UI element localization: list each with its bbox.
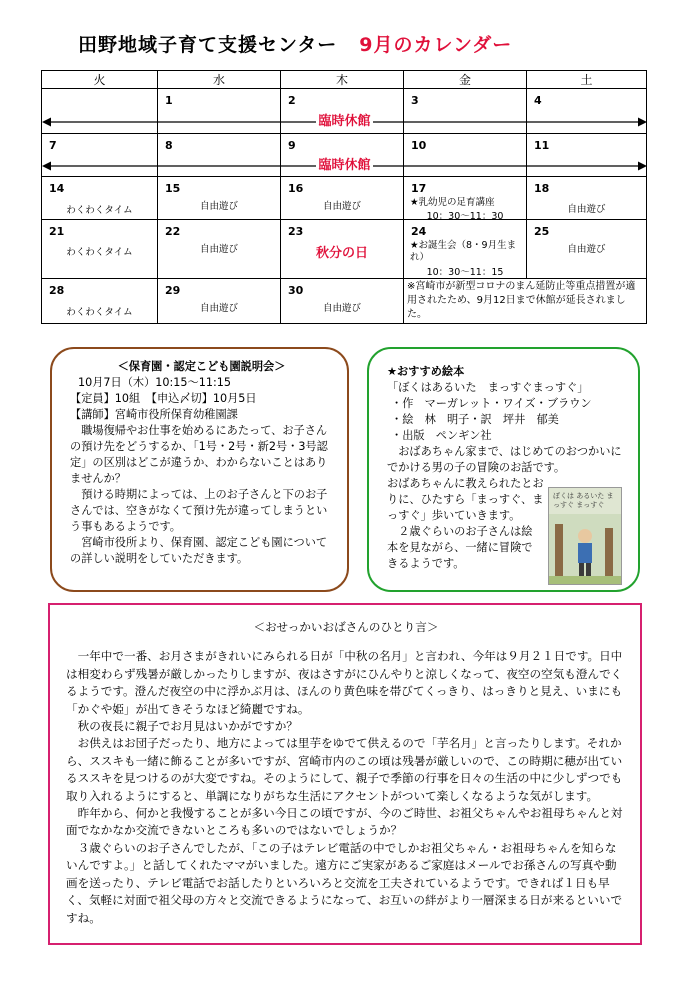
column-paragraph: ３歳ぐらいのお子さんでしたが、「この子はテレビ電話の中でしかお祖父ちゃん・お祖母ちゃんを知らないんですよ。」と話してくれたママがいました。遠方にご実家があるご家庭はメールでお孫さんの写真や動画を送ったり、テレビ電話でお話したりといろいろと交流を工夫されているようです。できれば１日も早く、気軽に対面で祖父母の方々と交流できるようになって、お互いの絆がより一層深まる日が来るといいですね。 — [66, 840, 623, 925]
book-author: ・作 マーガレット・ワイズ・ブラウン — [391, 397, 592, 410]
weekday-header-row — [42, 71, 647, 89]
book-publisher: ・出版 ペンギン社 — [391, 429, 492, 442]
day-number: 24 — [411, 225, 427, 238]
holiday-label: 秋分の日 — [315, 246, 368, 261]
page-title — [78, 30, 512, 57]
day-number: 29 — [165, 284, 181, 297]
activity-label: 自由遊び — [567, 244, 606, 255]
weekday-thu: 木 — [281, 71, 404, 89]
column-paragraph: 昨年から、何かと我慢することが多い今日この頃ですが、今のご時世、お祖父ちゃんやお祖母ちゃんと対面でなかなか交流できないところも多いのではないでしょうか？ — [66, 806, 623, 838]
day-number: 9 — [288, 139, 296, 152]
week-row-4 — [42, 220, 647, 279]
activity-label: わくわくタイム — [66, 247, 133, 258]
event-time: 10：30～11：15 — [426, 267, 504, 278]
day-cell — [404, 89, 527, 134]
closure-note: ※宮崎市が新型コロナのまん延防止等重点措置が適用されたため、9月12日まで休館が延長されました。 — [407, 281, 636, 320]
book-title: 「ぼくはあるいた まっすぐまっすぐ」 — [387, 381, 589, 394]
week-row-3 — [42, 177, 647, 220]
day-cell — [42, 220, 158, 279]
book-illustrator: ・絵 林 明子・訳 坪井 郁美 — [391, 413, 559, 426]
center-name: 田野地域子育て支援センター — [78, 34, 338, 56]
activity-label: 自由遊び — [199, 244, 238, 255]
day-number: 23 — [288, 225, 304, 238]
info-session-box — [50, 347, 349, 592]
day-number: 3 — [411, 94, 419, 107]
activity-label: 自由遊び — [199, 201, 238, 212]
day-cell — [281, 89, 404, 134]
info-paragraph: 職場復帰やお仕事を始めるにあたって、お子さんの預け先をどうするか、「1号・2号・新2号・3号認定」の区別はどこが違うか、わからないことはありませんか？ — [70, 424, 328, 485]
weekday-wed: 水 — [158, 71, 281, 89]
info-paragraph: 宮崎市役所より、保育園、認定こども園についての詳しい説明をしていただきます。 — [70, 536, 328, 565]
day-number: 25 — [534, 225, 550, 238]
activity-label: わくわくタイム — [66, 205, 133, 216]
day-number: 30 — [288, 284, 304, 297]
activity-label: 自由遊び — [199, 303, 238, 314]
weekday-tue: 火 — [42, 71, 158, 89]
day-cell — [281, 220, 404, 279]
book-heading: ★おすすめ絵本 — [387, 365, 465, 378]
day-cell — [527, 134, 647, 177]
day-number: 4 — [534, 94, 542, 107]
weekday-fri: 金 — [404, 71, 527, 89]
day-number: 2 — [288, 94, 296, 107]
info-date: 10月7日（木）10:15～11:15 — [78, 376, 231, 389]
event-title: ★お誕生会（8・9月生まれ） — [410, 240, 517, 263]
activity-label: 自由遊び — [322, 303, 361, 314]
column-title: ＜おせっかいおばさんのひとり言＞ — [253, 620, 439, 634]
book-cover-image — [548, 487, 622, 585]
day-number: 16 — [288, 182, 304, 195]
day-number: 1 — [165, 94, 173, 107]
day-cell — [158, 279, 281, 324]
info-paragraph: 預ける時期によっては、上のお子さんと下のお子さんでは、空きがなくて預け先が違ってしまうという事もあるようです。 — [70, 488, 328, 533]
day-number: 18 — [534, 182, 550, 195]
info-title: ＜保育園・認定こども園説明会＞ — [117, 360, 286, 373]
day-number: 8 — [165, 139, 173, 152]
day-cell — [527, 89, 647, 134]
column-paragraph: 秋の夜長に親子でお月見はいかがですか？ — [77, 719, 298, 734]
calendar-title: 9月のカレンダー — [359, 34, 513, 56]
weekday-sat: 土 — [527, 71, 647, 89]
activity-label: わくわくタイム — [66, 307, 133, 318]
day-cell — [527, 220, 647, 279]
column-paragraph: 一年中で一番、お月さまがきれいにみられる日が「中秋の名月」と言われ、今年は９月２１日です。日中は相変わらず残暑が厳しかったりしますが、夜はさすがにひんやりと涼しくなって、夜空の空気も澄んでくるようです。澄んだ夜空の中に浮かぶ月は、ほんのり黄色味を帯びてくっきり、はっきりと見え、いまにも「かぐや姫」が出てきそうなほど綺麗ですね。 — [66, 649, 623, 716]
day-cell — [527, 177, 647, 220]
day-number: 21 — [49, 225, 65, 238]
book-illustration-icon — [549, 514, 621, 584]
day-cell — [42, 89, 158, 134]
day-cell — [158, 220, 281, 279]
column-paragraph: お供えはお団子だったり、地方によっては里芋をゆでて供えるので「芋名月」と言ったりします。それから、ススキも一緒に飾ることが多いですが、宮崎市内のこの頃は残暑が厳しいので、この時期に穂が出ているススキを見つけるのが大変ですね。そのようにして、親子で季節の行事を日々の生活の中に少しずつでも取り入れるようにすると、単調になりがちな生活にアクセントがついて楽しくなるような気がします。 — [66, 736, 623, 803]
week-row-1 — [42, 89, 647, 134]
closure-label: 臨時休館 — [318, 114, 371, 129]
day-cell — [42, 279, 158, 324]
day-cell — [158, 89, 281, 134]
book-cover-title: ぼくは あるいた まっすぐ まっすぐ — [553, 492, 614, 509]
day-cell — [42, 177, 158, 220]
day-number: 11 — [534, 139, 550, 152]
event-title: ★乳幼児の足育講座 — [410, 197, 495, 208]
day-cell — [281, 134, 404, 177]
closure-note-cell — [404, 279, 647, 324]
day-number: 17 — [411, 182, 427, 195]
day-cell — [404, 220, 527, 279]
recommended-book-box — [367, 347, 640, 592]
day-cell — [404, 177, 527, 220]
day-number: 22 — [165, 225, 181, 238]
day-number: 14 — [49, 182, 65, 195]
week-row-5 — [42, 279, 647, 324]
day-number: 15 — [165, 182, 181, 195]
info-capacity: 【定員】10組 【申込〆切】10月5日 — [70, 392, 257, 405]
day-number: 10 — [411, 139, 427, 152]
day-cell — [281, 279, 404, 324]
calendar-table — [41, 70, 647, 324]
activity-label: 自由遊び — [567, 204, 606, 215]
week-row-2 — [42, 134, 647, 177]
info-lecturer: 【講師】宮崎市役所保育幼稚園課 — [70, 408, 238, 421]
day-cell — [158, 177, 281, 220]
column-box — [48, 603, 642, 945]
closure-label: 臨時休館 — [318, 158, 371, 173]
day-number: 28 — [49, 284, 65, 297]
activity-label: 自由遊び — [322, 201, 361, 212]
day-cell — [158, 134, 281, 177]
event-time: 10：30～11：30 — [426, 211, 504, 222]
book-paragraph: ２歳ぐらいのお子さんは絵本を見ながら、一緒に冒険できるようです。 — [387, 525, 533, 570]
day-cell — [404, 134, 527, 177]
day-cell — [281, 177, 404, 220]
book-paragraph: おばあちゃん家まで、はじめてのおつかいにでかける男の子の冒険のお話です。 — [387, 445, 622, 474]
book-paragraph: おばあちゃんに教えられたとおりに、ひたすら「まっすぐ、まっすぐ」歩いていきます。 — [387, 477, 544, 522]
day-cell — [42, 134, 158, 177]
day-number: 7 — [49, 139, 57, 152]
